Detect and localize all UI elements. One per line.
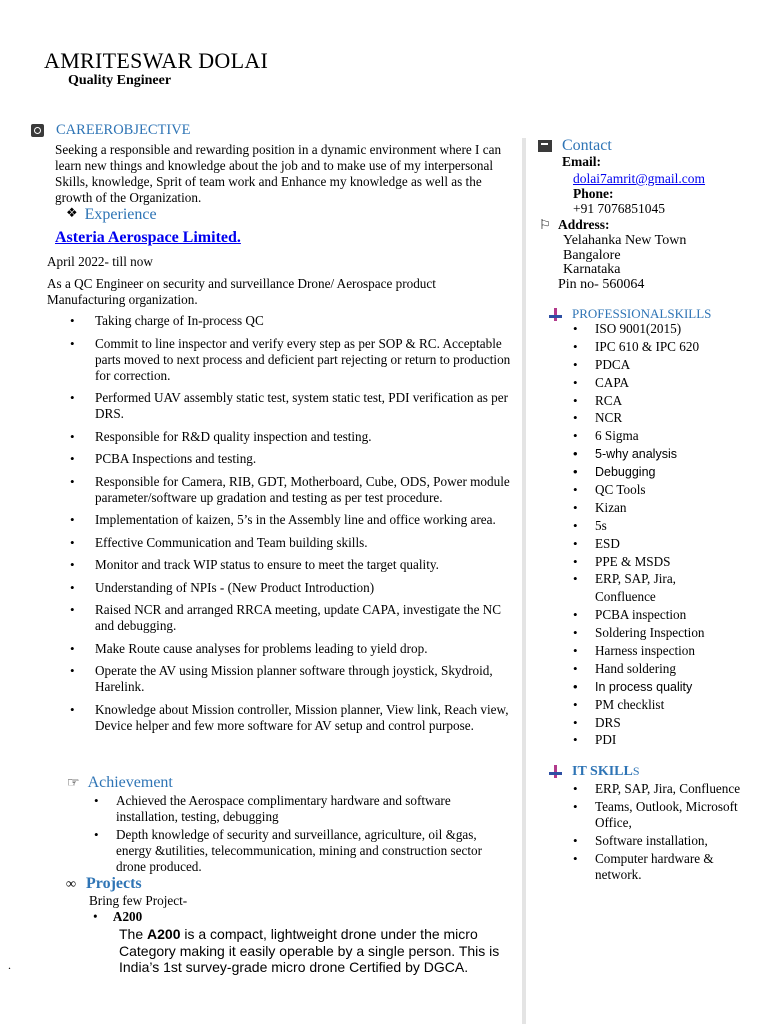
skill-item: • ISO 9001(2015) <box>568 321 763 339</box>
address-line2: Bangalore <box>563 248 621 263</box>
flag-icon: ⚐ <box>539 217 551 232</box>
contact-title: Contact <box>562 137 612 154</box>
experience-duty-item: • Effective Communication and Team building skills. <box>48 535 513 551</box>
phone-value: +91 7076851045 <box>573 201 665 216</box>
skill-item: • PDCA <box>568 357 763 375</box>
project-description <box>119 926 514 976</box>
achievement-list <box>89 793 514 877</box>
hand-pointer-icon: ☞ <box>67 776 80 791</box>
it-skills-title: IT SKILL <box>572 764 633 779</box>
experience-duty-item: • Knowledge about Mission controller, Mission planner, View link, Reach view, Device helper and few more software for AV setup and control purpose. <box>48 702 513 734</box>
plus-icon <box>549 765 562 778</box>
project-desc-rest: is a compact, lightweight drone under the micro Category making it easily operable by a single person. This is India’s 1st survey-grade micro drone Certified by DGCA. <box>119 926 500 975</box>
skill-item: • Hand soldering <box>568 661 763 679</box>
skill-item: • PDI <box>568 732 763 750</box>
skill-item: • DRS <box>568 715 763 733</box>
address-label: Address: <box>558 217 610 232</box>
career-objective-heading <box>31 121 191 139</box>
career-objective-text: Seeking a responsible and rewarding position in a dynamic environment where I can learn new things and knowledge about the job and to make use of my interpersonal Skills, knowledge, Sprit of team work and Enhance my knowledge as well as the growth of the Organization. <box>55 142 502 205</box>
skill-item: • ESD <box>568 536 763 554</box>
experience-period: April 2022- till now <box>47 254 153 269</box>
margin-mark: . <box>8 958 11 972</box>
skill-item: • 6 Sigma <box>568 428 763 446</box>
skill-item: • Harness inspection <box>568 643 763 661</box>
projects-heading <box>66 875 142 893</box>
skill-item: • CAPA <box>568 375 763 393</box>
experience-duty-item: • Monitor and track WIP status to ensure to meet the target quality. <box>48 557 513 573</box>
experience-duties-list <box>48 313 513 740</box>
skill-item: • RCA <box>568 393 763 411</box>
skill-item: • PM checklist <box>568 697 763 715</box>
achievement-item: • Depth knowledge of security and surveillance, agriculture, oil &gas, energy &utilities, telecommunication, mining and construction sector drone produced. <box>89 827 514 875</box>
pin-code: Pin no- 560064 <box>558 277 645 292</box>
envelope-icon <box>538 140 552 152</box>
experience-duty-item: • Operate the AV using Mission planner software through joystick, Skydroid, Harelink. <box>48 663 513 695</box>
skill-item: • Debugging <box>568 464 763 482</box>
skill-item: • QC Tools <box>568 482 763 500</box>
column-divider <box>522 138 526 1024</box>
skill-item: • PPE & MSDS <box>568 554 763 572</box>
skill-item: • Kizan <box>568 500 763 518</box>
experience-duty-item: • Taking charge of In-process QC <box>48 313 513 329</box>
address-line1: Yelahanka New Town <box>563 233 687 248</box>
experience-duty-item: • Responsible for R&D quality inspection and testing. <box>48 429 513 445</box>
email-link[interactable]: dolai7amrit@gmail.com <box>573 171 706 186</box>
it-skill-item: • Teams, Outlook, Microsoft Office, <box>568 799 758 831</box>
projects-title: Projects <box>85 875 142 892</box>
skill-item: Confluence <box>595 589 656 605</box>
company-name[interactable]: Asteria Aerospace Limited. <box>55 229 241 246</box>
skill-item: • PCBA inspection <box>568 607 763 625</box>
experience-duty-item: • Implementation of kaizen, 5’s in the Assembly line and office working area. <box>48 512 513 528</box>
infinity-icon: ∞ <box>66 877 76 892</box>
project-name: A200 <box>112 909 143 924</box>
it-skills-heading <box>549 762 640 780</box>
skills-list <box>568 321 763 750</box>
project-desc-prefix: The <box>119 926 148 942</box>
skills-title: PROFESSIONALSKILLS <box>572 306 712 321</box>
address-heading <box>539 217 610 233</box>
it-skills-list <box>568 781 758 885</box>
skill-item: • Soldering Inspection <box>568 625 763 643</box>
skill-item: • 5s <box>568 518 763 536</box>
phone-label: Phone: <box>573 186 614 201</box>
skill-item: • NCR <box>568 410 763 428</box>
experience-duty-item: • Commit to line inspector and verify every step as per SOP & RC. Acceptable parts moved to next process and deficient part rejecting or return to production for correction. <box>48 336 513 384</box>
project-item <box>93 909 142 925</box>
skill-item: • In process quality <box>568 679 763 697</box>
experience-duty-item: • Understanding of NPIs - (New Product Introduction) <box>48 580 513 596</box>
experience-duty-item: • Responsible for Camera, RIB, GDT, Motherboard, Cube, ODS, Power module parameter/software up gradation and testing as per test procedure. <box>48 474 513 506</box>
experience-duty-item: • Make Route cause analyses for problems leading to yield drop. <box>48 641 513 657</box>
experience-summary: As a QC Engineer on security and surveillance Drone/ Aerospace product Manufacturing organization. <box>47 276 436 307</box>
it-skill-item: • ERP, SAP, Jira, Confluence <box>568 781 758 797</box>
bullet: • <box>93 909 98 924</box>
experience-title: Experience <box>84 206 157 223</box>
it-skill-item: • Computer hardware & network. <box>568 851 758 883</box>
experience-heading <box>66 205 157 224</box>
skill-item: • 5-why analysis <box>568 446 763 464</box>
plus-icon <box>549 308 562 321</box>
experience-duty-item: • Raised NCR and arranged RRCA meeting, update CAPA, investigate the NC and debugging. <box>48 602 513 634</box>
achievement-title: Achievement <box>87 774 173 791</box>
contact-heading <box>538 137 612 155</box>
address-line3: Karnataka <box>563 262 621 277</box>
career-objective-title: CAREEROBJECTIVE <box>56 122 191 138</box>
achievement-item: • Achieved the Aerospace complimentary hardware and software installation, testing, debugging <box>89 793 514 825</box>
skill-item: • IPC 610 & IPC 620 <box>568 339 763 357</box>
projects-intro: Bring few Project- <box>89 893 188 908</box>
candidate-name: AMRITESWAR DOLAI <box>44 48 269 73</box>
it-skill-item: • Software installation, <box>568 833 758 849</box>
it-skills-title-tail: S <box>632 764 640 778</box>
target-icon <box>31 124 44 137</box>
experience-duty-item: • PCBA Inspections and testing. <box>48 451 513 467</box>
achievement-heading <box>67 774 173 792</box>
project-desc-bold: A200 <box>147 926 181 942</box>
skill-item: • ERP, SAP, Jira, <box>568 571 763 589</box>
experience-duty-item: • Performed UAV assembly static test, system static test, PDI verification as per DRS. <box>48 390 513 422</box>
email-label: Email: <box>562 154 601 169</box>
candidate-role: Quality Engineer <box>68 73 172 88</box>
diamond-bullet-icon: ❖ <box>66 205 78 220</box>
